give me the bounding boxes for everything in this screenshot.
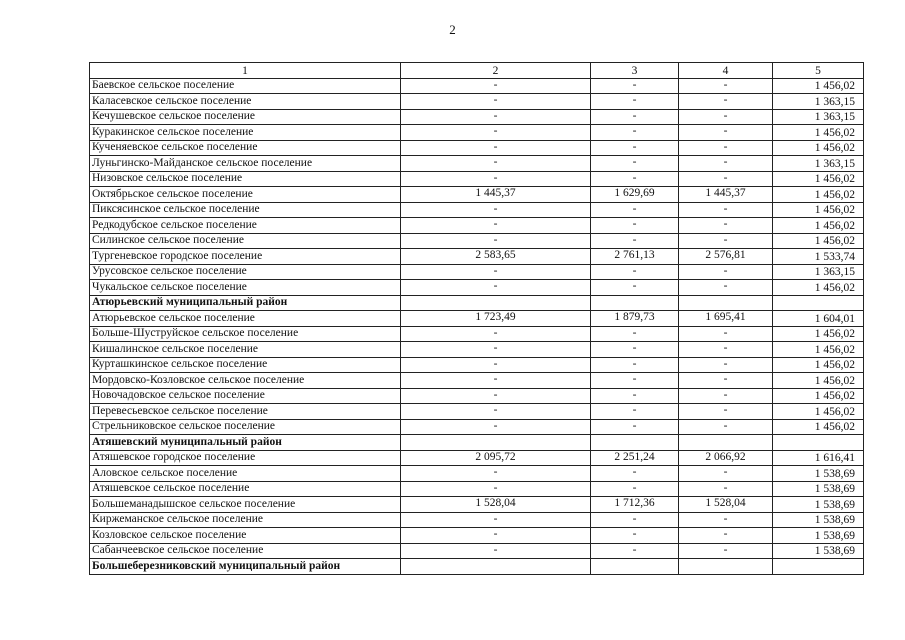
table-row xyxy=(90,280,864,296)
settlement-name-cell: Редкодубское сельское поселение xyxy=(90,218,401,234)
value-col-4-cell: - xyxy=(679,94,773,110)
settlement-name-cell: Атяшевское сельское поселение xyxy=(90,481,401,497)
value-col-5-cell: 1 363,15 xyxy=(773,264,864,280)
value-col-2-cell: - xyxy=(401,125,591,141)
value-col-3-cell: - xyxy=(591,466,679,482)
value-col-3-cell: - xyxy=(591,419,679,435)
settlement-name-cell: Куракинское сельское поселение xyxy=(90,125,401,141)
district-row xyxy=(90,559,864,575)
value-col-2-cell: - xyxy=(401,466,591,482)
value-col-5-cell: 1 456,02 xyxy=(773,140,864,156)
value-col-3-cell: - xyxy=(591,512,679,528)
settlement-name-cell: Козловское сельское поселение xyxy=(90,528,401,544)
table-row xyxy=(90,156,864,172)
value-col-2-cell xyxy=(401,435,591,451)
value-col-2-cell: - xyxy=(401,388,591,404)
settlement-name-cell: Октябрьское сельское поселение xyxy=(90,187,401,203)
table-row xyxy=(90,481,864,497)
value-col-3-cell xyxy=(591,559,679,575)
value-col-3-cell: - xyxy=(591,125,679,141)
table-row xyxy=(90,373,864,389)
value-col-5-cell: 1 456,02 xyxy=(773,373,864,389)
value-col-4-cell: - xyxy=(679,528,773,544)
value-col-3-cell: - xyxy=(591,481,679,497)
value-col-5-cell: 1 456,02 xyxy=(773,280,864,296)
value-col-4-cell: - xyxy=(679,404,773,420)
value-col-3-cell: 2 761,13 xyxy=(591,249,679,265)
value-col-3-cell: 1 629,69 xyxy=(591,187,679,203)
value-col-4-cell: 1 445,37 xyxy=(679,187,773,203)
value-col-2-cell: - xyxy=(401,528,591,544)
page-number: 2 xyxy=(449,22,456,37)
table-row xyxy=(90,466,864,482)
settlement-name-cell: Атюрьевское сельское поселение xyxy=(90,311,401,327)
settlement-name-cell: Мордовско-Козловское сельское поселение xyxy=(90,373,401,389)
value-col-3-cell: 1 712,36 xyxy=(591,497,679,513)
settlement-name-cell: Чукальское сельское поселение xyxy=(90,280,401,296)
settlement-name-cell: Силинское сельское поселение xyxy=(90,233,401,249)
value-col-2-cell xyxy=(401,295,591,311)
value-col-2-cell: - xyxy=(401,342,591,358)
settlement-name-cell: Кученяевское сельское поселение xyxy=(90,140,401,156)
column-header-1: 1 xyxy=(90,63,401,79)
value-col-5-cell: 1 538,69 xyxy=(773,512,864,528)
table-row xyxy=(90,528,864,544)
value-col-2-cell: - xyxy=(401,404,591,420)
value-col-2-cell: - xyxy=(401,481,591,497)
value-col-3-cell: - xyxy=(591,218,679,234)
value-col-3-cell xyxy=(591,295,679,311)
table-row xyxy=(90,202,864,218)
value-col-2-cell: - xyxy=(401,543,591,559)
value-col-2-cell: - xyxy=(401,171,591,187)
value-col-5-cell: 1 538,69 xyxy=(773,528,864,544)
value-col-5-cell xyxy=(773,559,864,575)
settlement-name-cell: Низовское сельское поселение xyxy=(90,171,401,187)
value-col-3-cell: - xyxy=(591,543,679,559)
value-col-2-cell: - xyxy=(401,233,591,249)
value-col-5-cell: 1 456,02 xyxy=(773,233,864,249)
column-header-2: 2 xyxy=(401,63,591,79)
table-row xyxy=(90,404,864,420)
table-row xyxy=(90,311,864,327)
value-col-2-cell: - xyxy=(401,156,591,172)
value-col-5-cell: 1 456,02 xyxy=(773,187,864,203)
value-col-3-cell: - xyxy=(591,357,679,373)
value-col-4-cell: - xyxy=(679,202,773,218)
value-col-4-cell: - xyxy=(679,388,773,404)
table-row xyxy=(90,249,864,265)
value-col-4-cell: - xyxy=(679,218,773,234)
settlement-name-cell: Большеберезниковский муниципальный район xyxy=(90,559,401,575)
table-row xyxy=(90,388,864,404)
column-header-5: 5 xyxy=(773,63,864,79)
value-col-5-cell: 1 533,74 xyxy=(773,249,864,265)
table-row xyxy=(90,419,864,435)
value-col-4-cell: - xyxy=(679,109,773,125)
value-col-5-cell: 1 456,02 xyxy=(773,171,864,187)
value-col-2-cell: - xyxy=(401,109,591,125)
value-col-4-cell: - xyxy=(679,233,773,249)
settlement-name-cell: Урусовское сельское поселение xyxy=(90,264,401,280)
table-row xyxy=(90,512,864,528)
value-col-4-cell: - xyxy=(679,156,773,172)
value-col-2-cell: 2 095,72 xyxy=(401,450,591,466)
value-col-4-cell: - xyxy=(679,512,773,528)
value-col-2-cell xyxy=(401,559,591,575)
value-col-5-cell: 1 538,69 xyxy=(773,543,864,559)
value-col-5-cell: 1 456,02 xyxy=(773,125,864,141)
value-col-5-cell: 1 538,69 xyxy=(773,481,864,497)
settlement-name-cell: Кишалинское сельское поселение xyxy=(90,342,401,358)
value-col-5-cell: 1 604,01 xyxy=(773,311,864,327)
value-col-4-cell: - xyxy=(679,171,773,187)
value-col-3-cell: - xyxy=(591,233,679,249)
settlement-name-cell: Киржеманское сельское поселение xyxy=(90,512,401,528)
value-col-3-cell: - xyxy=(591,109,679,125)
value-col-5-cell: 1 456,02 xyxy=(773,202,864,218)
table-row xyxy=(90,357,864,373)
value-col-3-cell: 1 879,73 xyxy=(591,311,679,327)
value-col-2-cell: 1 723,49 xyxy=(401,311,591,327)
table-row xyxy=(90,140,864,156)
value-col-5-cell: 1 456,02 xyxy=(773,419,864,435)
value-col-2-cell: - xyxy=(401,218,591,234)
settlement-name-cell: Кечушевское сельское поселение xyxy=(90,109,401,125)
value-col-4-cell: - xyxy=(679,78,773,94)
value-col-4-cell: - xyxy=(679,280,773,296)
value-col-4-cell xyxy=(679,295,773,311)
table-body xyxy=(90,78,864,574)
value-col-5-cell: 1 456,02 xyxy=(773,342,864,358)
district-row xyxy=(90,435,864,451)
settlement-name-cell: Атюрьевский муниципальный район xyxy=(90,295,401,311)
settlement-name-cell: Каласевское сельское поселение xyxy=(90,94,401,110)
value-col-2-cell: - xyxy=(401,512,591,528)
value-col-4-cell: - xyxy=(679,140,773,156)
value-col-3-cell: - xyxy=(591,373,679,389)
settlement-name-cell: Луньгинско-Майданское сельское поселение xyxy=(90,156,401,172)
settlement-name-cell: Аловское сельское поселение xyxy=(90,466,401,482)
value-col-2-cell: - xyxy=(401,280,591,296)
settlement-name-cell: Тургеневское городское поселение xyxy=(90,249,401,265)
value-col-4-cell: - xyxy=(679,342,773,358)
settlement-name-cell: Курташкинское сельское поселение xyxy=(90,357,401,373)
table-row xyxy=(90,264,864,280)
value-col-5-cell: 1 363,15 xyxy=(773,109,864,125)
value-col-2-cell: - xyxy=(401,419,591,435)
value-col-5-cell: 1 363,15 xyxy=(773,156,864,172)
tariff-table xyxy=(89,62,864,575)
value-col-5-cell: 1 456,02 xyxy=(773,404,864,420)
value-col-3-cell: - xyxy=(591,280,679,296)
settlement-name-cell: Большеманадышское сельское поселение xyxy=(90,497,401,513)
table-row xyxy=(90,543,864,559)
column-header-3: 3 xyxy=(591,63,679,79)
value-col-4-cell: - xyxy=(679,466,773,482)
table-row xyxy=(90,187,864,203)
value-col-2-cell: 2 583,65 xyxy=(401,249,591,265)
table-row xyxy=(90,78,864,94)
table-row xyxy=(90,326,864,342)
header-row xyxy=(90,63,864,79)
value-col-3-cell: - xyxy=(591,264,679,280)
value-col-3-cell: - xyxy=(591,388,679,404)
value-col-2-cell: - xyxy=(401,202,591,218)
table-row xyxy=(90,233,864,249)
table-row xyxy=(90,450,864,466)
table-row xyxy=(90,125,864,141)
value-col-4-cell xyxy=(679,559,773,575)
settlement-name-cell: Перевесьевское сельское поселение xyxy=(90,404,401,420)
value-col-4-cell xyxy=(679,435,773,451)
value-col-3-cell: - xyxy=(591,78,679,94)
settlement-name-cell: Атяшевское городское поселение xyxy=(90,450,401,466)
settlement-name-cell: Больше-Шуструйское сельское поселение xyxy=(90,326,401,342)
value-col-5-cell: 1 456,02 xyxy=(773,357,864,373)
value-col-2-cell: - xyxy=(401,373,591,389)
value-col-3-cell: 2 251,24 xyxy=(591,450,679,466)
value-col-4-cell: 1 695,41 xyxy=(679,311,773,327)
value-col-4-cell: - xyxy=(679,419,773,435)
value-col-5-cell: 1 456,02 xyxy=(773,218,864,234)
table-row xyxy=(90,109,864,125)
value-col-5-cell: 1 363,15 xyxy=(773,94,864,110)
settlement-name-cell: Стрельниковское сельское поселение xyxy=(90,419,401,435)
value-col-3-cell: - xyxy=(591,528,679,544)
value-col-2-cell: - xyxy=(401,326,591,342)
value-col-4-cell: - xyxy=(679,543,773,559)
value-col-5-cell xyxy=(773,295,864,311)
value-col-5-cell: 1 456,02 xyxy=(773,78,864,94)
settlement-name-cell: Атяшевский муниципальный район xyxy=(90,435,401,451)
value-col-2-cell: - xyxy=(401,78,591,94)
table-row xyxy=(90,94,864,110)
value-col-4-cell: - xyxy=(679,373,773,389)
settlement-name-cell: Баевское сельское поселение xyxy=(90,78,401,94)
value-col-4-cell: 2 066,92 xyxy=(679,450,773,466)
value-col-5-cell xyxy=(773,435,864,451)
value-col-2-cell: - xyxy=(401,357,591,373)
value-col-5-cell: 1 616,41 xyxy=(773,450,864,466)
table-row xyxy=(90,497,864,513)
settlement-name-cell: Новочадовское сельское поселение xyxy=(90,388,401,404)
value-col-3-cell: - xyxy=(591,326,679,342)
value-col-4-cell: 2 576,81 xyxy=(679,249,773,265)
value-col-2-cell: - xyxy=(401,94,591,110)
value-col-3-cell: - xyxy=(591,171,679,187)
district-row xyxy=(90,295,864,311)
table-row xyxy=(90,342,864,358)
value-col-4-cell: 1 528,04 xyxy=(679,497,773,513)
value-col-3-cell: - xyxy=(591,140,679,156)
column-header-4: 4 xyxy=(679,63,773,79)
value-col-4-cell: - xyxy=(679,326,773,342)
value-col-5-cell: 1 456,02 xyxy=(773,326,864,342)
value-col-4-cell: - xyxy=(679,481,773,497)
table-row xyxy=(90,218,864,234)
value-col-5-cell: 1 456,02 xyxy=(773,388,864,404)
value-col-2-cell: - xyxy=(401,140,591,156)
settlement-name-cell: Сабанчеевское сельское поселение xyxy=(90,543,401,559)
settlement-name-cell: Пиксясинское сельское поселение xyxy=(90,202,401,218)
value-col-3-cell: - xyxy=(591,404,679,420)
table-row xyxy=(90,171,864,187)
value-col-4-cell: - xyxy=(679,357,773,373)
value-col-3-cell: - xyxy=(591,202,679,218)
value-col-4-cell: - xyxy=(679,264,773,280)
value-col-2-cell: - xyxy=(401,264,591,280)
value-col-3-cell: - xyxy=(591,94,679,110)
value-col-5-cell: 1 538,69 xyxy=(773,497,864,513)
value-col-3-cell: - xyxy=(591,156,679,172)
value-col-2-cell: 1 528,04 xyxy=(401,497,591,513)
value-col-4-cell: - xyxy=(679,125,773,141)
value-col-5-cell: 1 538,69 xyxy=(773,466,864,482)
value-col-2-cell: 1 445,37 xyxy=(401,187,591,203)
value-col-3-cell xyxy=(591,435,679,451)
value-col-3-cell: - xyxy=(591,342,679,358)
